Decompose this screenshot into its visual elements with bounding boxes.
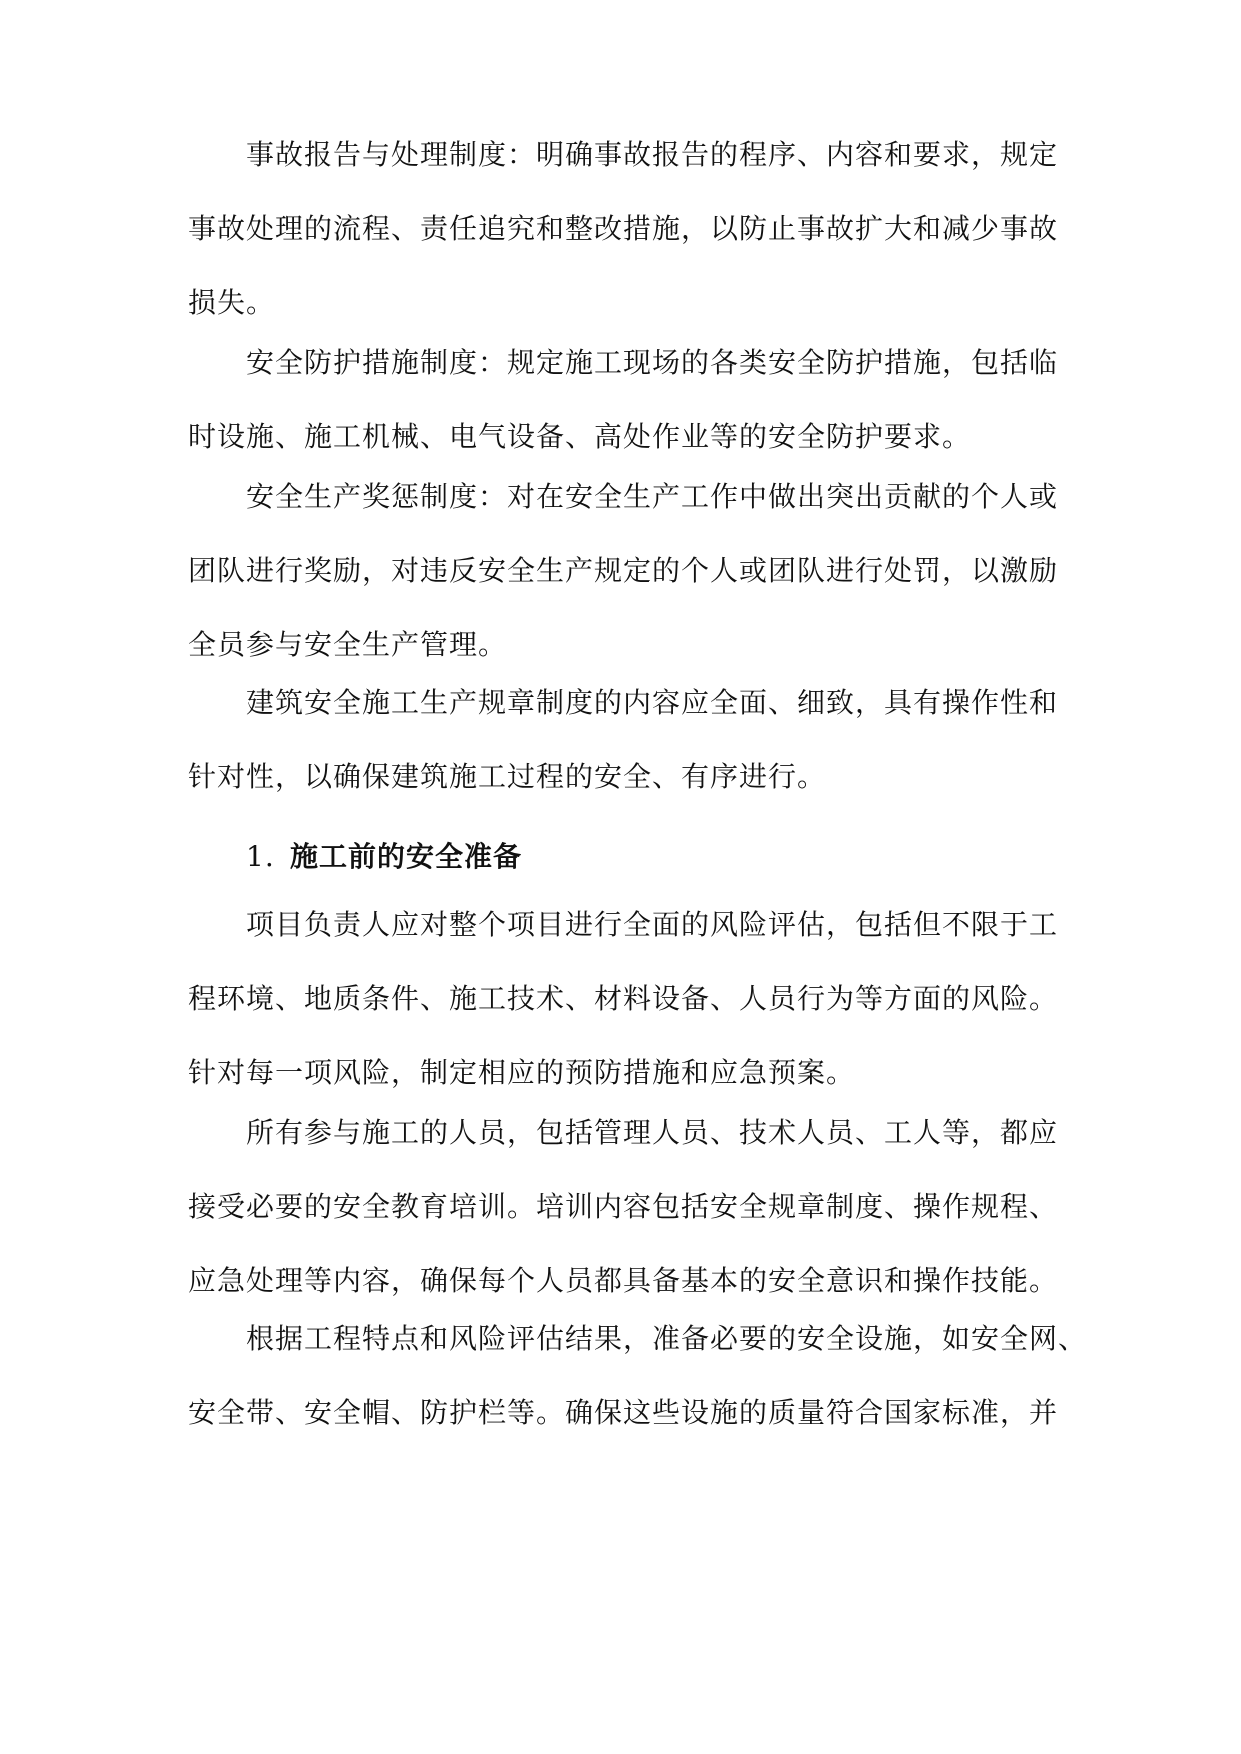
text-line: 根据工程特点和风险评估结果，准备必要的安全设施，如安全网、 bbox=[246, 1322, 1088, 1355]
section-heading bbox=[246, 820, 1056, 894]
paragraph-safety-facilities bbox=[188, 1302, 1088, 1450]
section-title: 施工前的安全准备 bbox=[290, 840, 523, 873]
text-line: 针对性，以确保建筑施工过程的安全、有序进行。 bbox=[188, 760, 827, 793]
text-line: 项目负责人应对整个项目进行全面的风险评估，包括但不限于工 bbox=[246, 908, 1059, 941]
text-line: 程环境、地质条件、施工技术、材料设备、人员行为等方面的风险。 bbox=[188, 982, 1059, 1015]
section-number: 1. bbox=[246, 840, 275, 873]
text-line: 针对每一项风险，制定相应的预防措施和应急预案。 bbox=[188, 1056, 856, 1089]
text-line: 安全防护措施制度：规定施工现场的各类安全防护措施，包括临 bbox=[246, 346, 1059, 379]
text-line: 安全生产奖惩制度：对在安全生产工作中做出突出贡献的个人或 bbox=[246, 480, 1059, 513]
text-line: 损失。 bbox=[188, 286, 276, 319]
text-line: 所有参与施工的人员，包括管理人员、技术人员、工人等，都应 bbox=[246, 1116, 1059, 1149]
text-line: 接受必要的安全教育培训。培训内容包括安全规章制度、操作规程、 bbox=[188, 1190, 1059, 1223]
text-line: 建筑安全施工生产规章制度的内容应全面、细致，具有操作性和 bbox=[246, 686, 1059, 719]
text-line: 安全带、安全帽、防护栏等。确保这些设施的质量符合国家标准，并 bbox=[188, 1396, 1059, 1429]
paragraph-accident-report bbox=[188, 118, 1059, 340]
paragraph-risk-assessment bbox=[188, 888, 1059, 1110]
paragraph-summary bbox=[188, 666, 1059, 814]
paragraph-safety-protection bbox=[188, 326, 1059, 474]
text-line: 事故处理的流程、责任追究和整改措施，以防止事故扩大和减少事故 bbox=[188, 212, 1059, 245]
text-line: 团队进行奖励，对违反安全生产规定的个人或团队进行处罚，以激励 bbox=[188, 554, 1059, 587]
text-line: 应急处理等内容，确保每个人员都具备基本的安全意识和操作技能。 bbox=[188, 1264, 1059, 1297]
paragraph-safety-training bbox=[188, 1096, 1059, 1318]
text-line: 时设施、施工机械、电气设备、高处作业等的安全防护要求。 bbox=[188, 420, 972, 453]
text-line: 全员参与安全生产管理。 bbox=[188, 628, 508, 661]
text-line: 事故报告与处理制度：明确事故报告的程序、内容和要求，规定 bbox=[246, 138, 1059, 171]
paragraph-rewards-penalties bbox=[188, 460, 1059, 682]
